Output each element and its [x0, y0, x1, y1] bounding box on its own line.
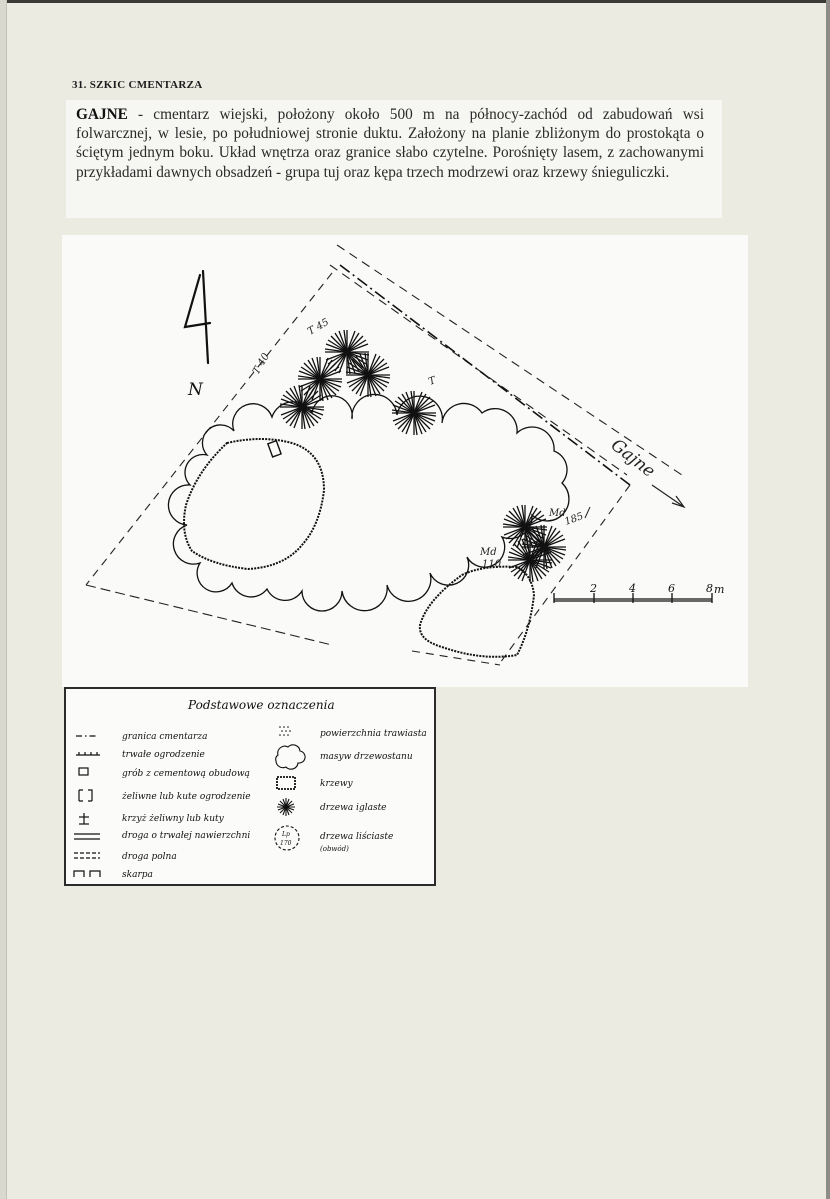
symbol-shrub: [277, 777, 295, 789]
scale-tick-4: 4: [629, 582, 636, 595]
scale-tick-8: 8: [706, 582, 713, 595]
legend-drawing: [66, 689, 434, 884]
legend-label-girth-note: (obwód): [320, 845, 349, 853]
tree-label-2: T 40: [251, 351, 272, 377]
symbol-dashed-double: [74, 853, 100, 858]
north-label: N: [188, 380, 203, 400]
conifer-tree-2: [298, 357, 342, 401]
legend-label-grass: powierzchnia trawiasta: [320, 729, 427, 739]
description-text: [76, 105, 704, 182]
tree-label-5: 185: [563, 510, 585, 528]
road-edge-inner: [330, 265, 627, 475]
symbol-dotted-area: [279, 726, 291, 736]
legend-label-conifers: drzewa iglaste: [320, 803, 387, 813]
conifer-tree-3: [346, 353, 390, 397]
place-name: GAJNE: [76, 106, 128, 123]
shrub-patch-1: [184, 439, 324, 569]
cemetery-sketch: [62, 235, 748, 687]
symbol-small-rect: [79, 768, 88, 775]
scale-tick-2: 2: [590, 582, 597, 595]
tree-label-6: Md: [480, 547, 497, 558]
symbol-bracket-rect: [79, 790, 92, 801]
conifer-tree-4: [280, 385, 324, 429]
legend-label-fence: trwałe ogrodzenie: [122, 750, 205, 760]
symbol-fence-line: [76, 752, 100, 755]
shrub-patch-2: [420, 567, 534, 657]
tree-label-4: Md: [549, 508, 566, 519]
grave-marker: [268, 441, 281, 457]
symbol-cloud: [276, 745, 305, 769]
boundary-south: [86, 585, 332, 645]
north-arrow: [185, 271, 210, 363]
tree-leader: [585, 507, 590, 518]
road-edge-outer: [337, 245, 682, 475]
symbol-cross: [79, 813, 89, 824]
legend-label-dirt-road: droga polna: [122, 852, 177, 862]
deciduous-symbol-top: Lp: [282, 831, 290, 838]
legend-label-escarpment: skarpa: [122, 870, 153, 880]
scale-unit: m: [714, 583, 725, 596]
road-arrow: [652, 485, 684, 507]
legend-label-tree-massif: masyw drzewostanu: [320, 752, 413, 762]
symbol-double-line: [74, 834, 100, 839]
boundary-bottom: [412, 651, 500, 665]
legend-label-iron-fence: żeliwne lub kute ogrodzenie: [122, 792, 251, 802]
legend-title: Podstawowe oznaczenia: [188, 698, 335, 712]
conifer-tree-5: [392, 391, 436, 435]
deciduous-symbol-bottom: 170: [280, 840, 292, 847]
legend-label-boundary: granica cmentarza: [122, 732, 208, 742]
legend-label-deciduous: drzewa liściaste: [320, 832, 394, 842]
section-heading: 31. SZKIC CMENTARZA: [72, 79, 203, 91]
tree-massif: [168, 394, 568, 611]
tree-label-7: 110: [482, 559, 502, 570]
legend: [64, 687, 436, 886]
page-edge-right: [826, 0, 830, 1199]
cemetery-map: [62, 235, 748, 687]
conifer-tree-8: [508, 538, 552, 582]
symbol-escarpment: [74, 871, 100, 877]
scale-tick-6: 6: [668, 582, 675, 595]
symbol-conifer: [277, 798, 295, 816]
page-edge-left: [0, 0, 7, 1199]
tree-label-1: T 45: [306, 316, 332, 338]
legend-label-road: droga o trwałej nawierzchni: [122, 831, 251, 841]
legend-label-grave: grób z cementową obudową: [122, 769, 250, 779]
road-label: Gajne: [606, 435, 659, 482]
tree-label-3: T: [427, 375, 438, 388]
legend-label-cross: krzyż żeliwny lub kuty: [122, 814, 224, 824]
description-body: - cmentarz wiejski, położony około 500 m na północy-zachód od zabudowań wsi folwarcznej, w lesie, po południowej stronie duktu. Założony na planie zbliżonym do prostokąta o ściętym jednym boku. Układ wnętrza oraz granice słabo czytelne. Porośnięty lasem, z zachowanymi przykładami dawnych obsadzeń - grupa tuj oraz kępa trzech modrzewi oraz krzewy śnieguliczki.: [76, 106, 704, 181]
page-edge-top: [0, 0, 830, 3]
legend-label-shrubs: krzewy: [320, 779, 353, 789]
